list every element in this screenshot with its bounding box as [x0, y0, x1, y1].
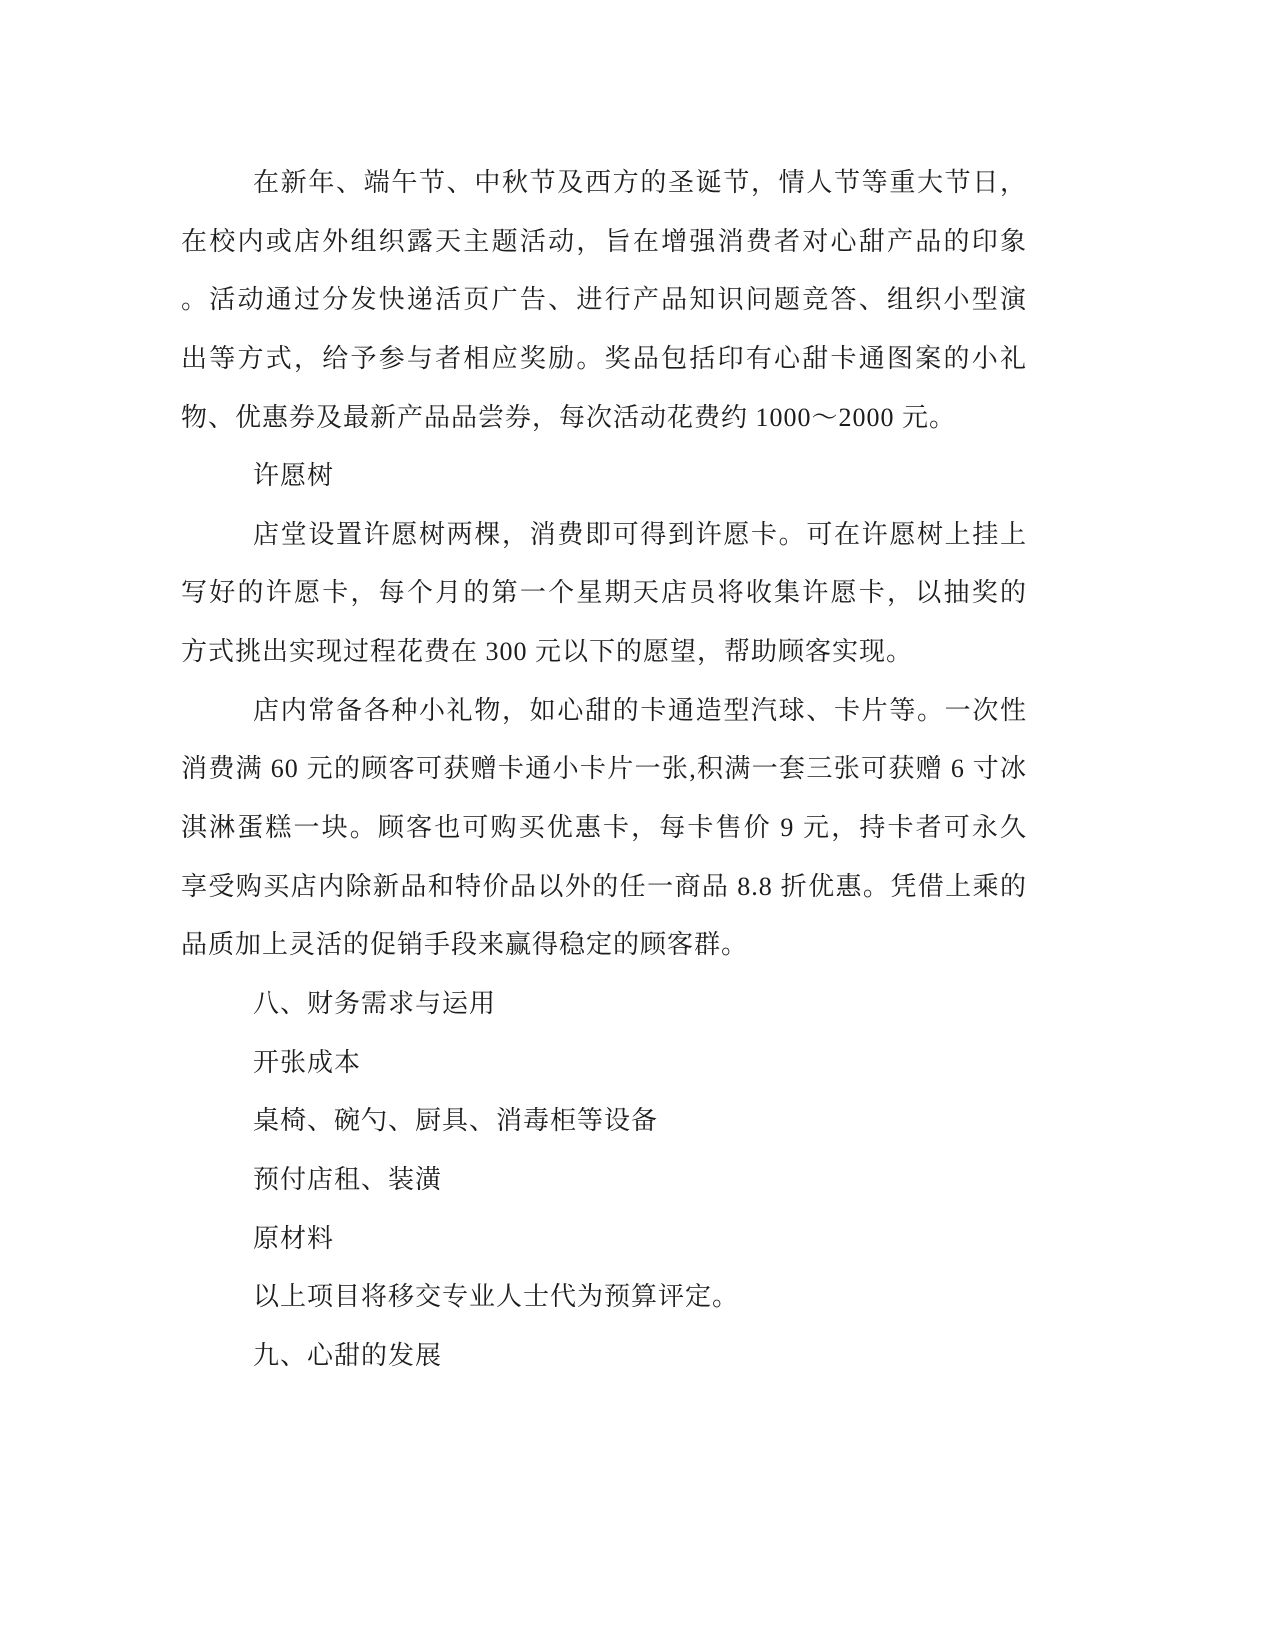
text-line: 预付店租、装潢 — [253, 1164, 443, 1194]
text-line: 在新年、端午节、中秋节及西方的圣诞节，情人节等重大节日， — [253, 168, 1027, 197]
text-line: 桌椅、碗勺、厨具、消毒柜等设备 — [253, 1106, 659, 1136]
text-line: 以上项目将移交专业人士代为预算评定。 — [253, 1282, 740, 1312]
paragraph-wishing-tree — [181, 506, 1027, 682]
section-heading-development — [181, 1327, 1027, 1386]
text-line: 方式挑出实现过程花费在 300 元以下的愿望，帮助顾客实现。 — [181, 637, 914, 667]
text-line: 。活动通过分发快递活页广告、进行产品知识问题竞答、组织小型演 — [181, 285, 1027, 315]
document-body — [181, 154, 1027, 1385]
text-line: 淇淋蛋糕一块。顾客也可购买优惠卡，每卡售价 9 元，持卡者可永久 — [181, 813, 1027, 843]
list-item-rent-decoration — [181, 1151, 1027, 1210]
paragraph-festival-activities — [181, 154, 1027, 447]
text-line: 享受购买店内除新品和特价品以外的任一商品 8.8 折优惠。凭借上乘的 — [181, 871, 1027, 901]
text-line: 出等方式，给予参与者相应奖励。奖品包括印有心甜卡通图案的小礼 — [181, 343, 1027, 373]
text-line: 物、优惠券及最新产品品尝券，每次活动花费约 1000～2000 元。 — [181, 402, 957, 432]
text-line: 在校内或店外组织露天主题活动，旨在增强消费者对心甜产品的印象 — [181, 226, 1027, 256]
text-line: 开张成本 — [253, 1047, 362, 1077]
text-line: 原材料 — [253, 1223, 335, 1253]
text-line: 消费满 60 元的顾客可获赠卡通小卡片一张,积满一套三张可获赠 6 寸冰 — [181, 754, 1027, 784]
section-heading-wishing-tree — [181, 447, 1027, 506]
text-line: 店内常备各种小礼物，如心甜的卡通造型汽球、卡片等。一次性 — [253, 695, 1027, 725]
subheading-opening-cost — [181, 1034, 1027, 1093]
section-heading-finance — [181, 975, 1027, 1034]
paragraph-gifts-and-discount-card — [181, 682, 1027, 975]
list-item-equipment — [181, 1092, 1027, 1151]
text-line: 许愿树 — [253, 461, 335, 491]
text-line: 九、心甜的发展 — [253, 1340, 443, 1370]
text-line: 店堂设置许愿树两棵，消费即可得到许愿卡。可在许愿树上挂上 — [253, 519, 1027, 549]
text-line: 八、财务需求与运用 — [253, 988, 497, 1018]
list-item-raw-materials — [181, 1210, 1027, 1269]
text-line: 品质加上灵活的促销手段来赢得稳定的顾客群。 — [181, 930, 749, 960]
paragraph-budget-note — [181, 1268, 1027, 1327]
text-line: 写好的许愿卡，每个月的第一个星期天店员将收集许愿卡，以抽奖的 — [181, 578, 1027, 608]
